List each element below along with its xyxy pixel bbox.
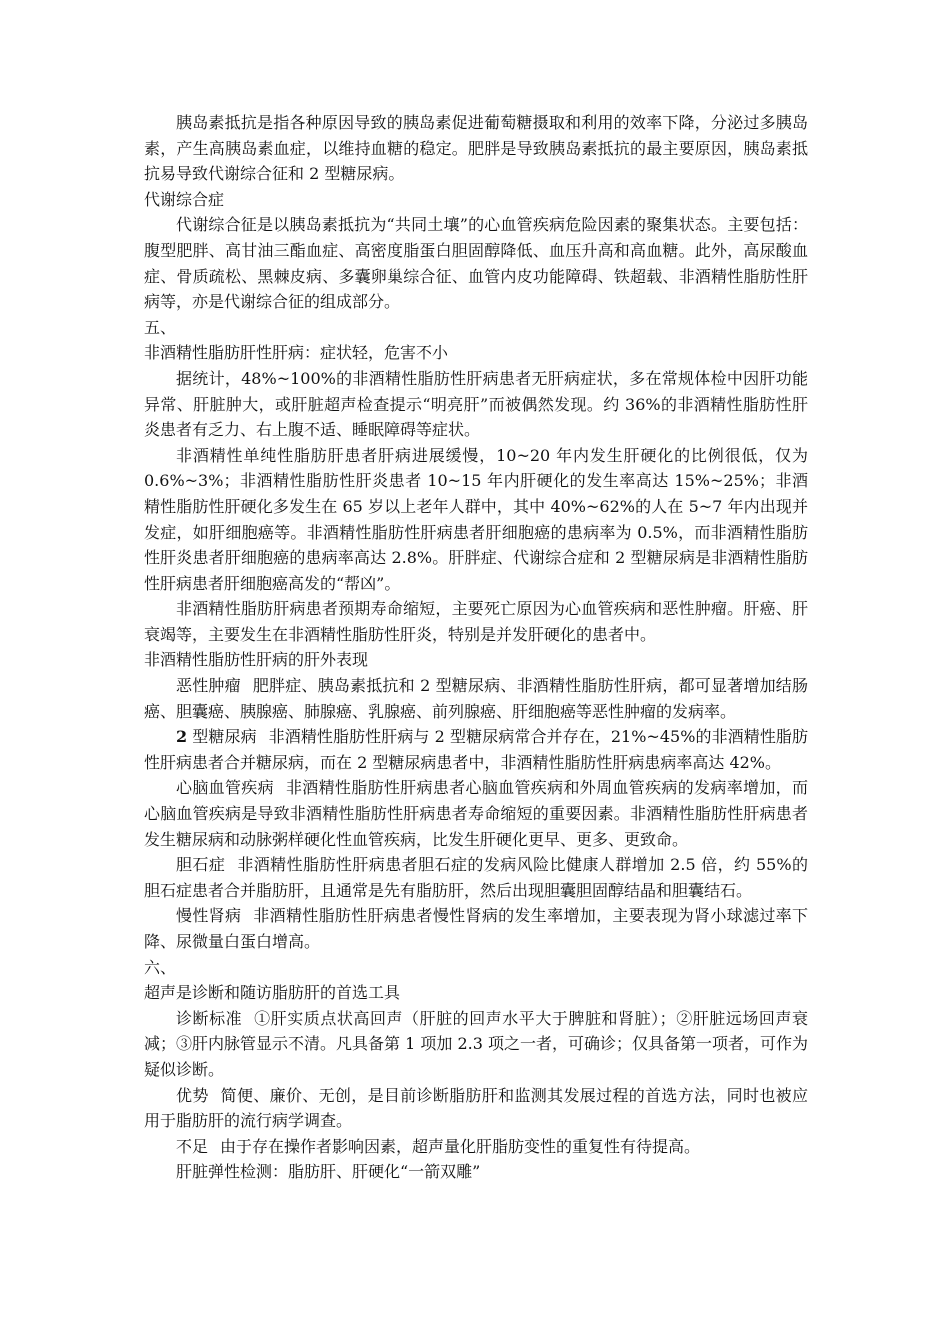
term-malignant-tumor: 恶性肿瘤 [176,676,241,696]
heading-metabolic-syndrome: 代谢综合症 [144,189,225,209]
paragraph-advantages [144,1083,808,1134]
paragraph-insulin-resistance: 胰岛素抵抗是指各种原因导致的胰岛素促进葡萄糖摄取和利用的效率下降，分泌过多胰岛素，产生高胰岛素血症，以维持血糖的稳定。肥胖是导致胰岛素抵抗的最主要原因，胰岛素抵抗易导致代谢综合征和 2 型糖尿病。 [144,113,808,184]
text-gallstone: 非酒精性脂肪性肝病患者胆石症的发病风险比健康人群增加 2.5 倍，约 55%的胆石症患者合并脂肪肝，且通常是先有脂肪肝，然后出现胆囊胆固醇结晶和胆囊结石。 [144,855,808,900]
paragraph-diabetes [144,724,808,775]
paragraph-diagnosis-criteria [144,1006,808,1083]
term-diabetes-number: 2 [176,727,188,747]
term-cardiovascular: 心脑血管疾病 [176,778,274,798]
text-cardiovascular: 非酒精性脂肪性肝病患者心脑血管疾病和外周血管疾病的发病率增加，而心脑血管疾病是导致非酒精性脂肪性肝病患者寿命缩短的重要因素。非酒精性脂肪性肝病患者发生糖尿病和动脉粥样硬化性血管疾病，比发生肝硬化更早、更多、更致命。 [144,778,808,849]
heading-extrahepatic: 非酒精性脂肪性肝病的肝外表现 [144,650,369,670]
term-gallstone: 胆石症 [176,855,226,875]
text-kidney: 非酒精性脂肪性肝病患者慢性肾病的发生率增加，主要表现为肾小球滤过率下降、尿微量白蛋白增高。 [144,906,808,951]
term-diagnosis-criteria: 诊断标准 [176,1008,243,1028]
document-body [144,110,808,1185]
term-diabetes: 型糖尿病 [187,727,257,747]
paragraph-kidney [144,903,808,954]
text-diabetes: 非酒精性脂肪性肝病与 2 型糖尿病常合并存在，21%~45%的非酒精性脂肪性肝病患者合并糖尿病，而在 2 型糖尿病患者中，非酒精性脂肪性肝病患病率高达 42%。 [144,727,808,772]
term-advantages: 优势 [176,1085,209,1105]
text-shortcomings: 由于存在操作者影响因素，超声量化肝脂肪变性的重复性有待提高。 [220,1136,701,1156]
heading-ultrasound: 超声是诊断和随访脂肪肝的首选工具 [144,983,401,1003]
text-advantages: 简便、廉价、无创，是目前诊断脂肪肝和监测其发展过程的首选方法，同时也被应用于脂肪肝的流行病学调查。 [144,1085,808,1131]
paragraph-nafld-symptoms: 据统计，48%~100%的非酒精性脂肪性肝病患者无肝病症状，多在常规体检中因肝功能异常、肝脏肿大，或肝脏超声检查提示“明亮肝”而被偶然发现。约 36%的非酒精性脂肪性肝炎患者有乏力、右上腹不适、睡眠障碍等症状。 [144,368,808,440]
paragraph-cardiovascular [144,775,808,852]
section-number-five: 五、 [144,317,177,337]
paragraph-metabolic-syndrome: 代谢综合征是以胰岛素抵抗为“共同土壤”的心血管疾病危险因素的聚集状态。主要包括：腹型肥胖、高甘油三酯血症、高密度脂蛋白胆固醇降低、血压升高和高血糖。此外，高尿酸血症、骨质疏松、黑棘皮病、多囊卵巢综合征、血管内皮功能障碍、铁超载、非酒精性脂肪性肝病等，亦是代谢综合征的组成部分。 [144,215,808,312]
paragraph-nafld-progression: 非酒精性单纯性脂肪肝患者肝病进展缓慢，10~20 年内发生肝硬化的比例很低，仅为 0.6%~3%；非酒精性脂肪性肝炎患者 10~15 年内肝硬化的发生率高达 15%~25%；非酒精性脂肪性肝硬化多发生在 65 岁以上老年人群中，其中 40%~62%的人在 5~7 年内出现并发症，如肝细胞癌等。非酒精性脂肪性肝病患者肝细胞癌的患病率为 0.5%，而非酒精性脂肪性肝炎患者肝细胞癌的患病率高达 2.8%。肝胖症、代谢综合症和 2 型糖尿病是非酒精性脂肪性肝病患者肝细胞癌高发的“帮凶”。 [144,445,808,593]
paragraph-elastography: 肝脏弹性检测：脂肪肝、肝硬化“一箭双雕” [176,1162,481,1182]
paragraph-malignant-tumor [144,673,808,724]
paragraph-shortcomings [144,1134,808,1160]
term-shortcomings: 不足 [176,1136,209,1156]
section-number-six: 六、 [144,957,177,977]
text-diagnosis-criteria: ①肝实质点状高回声（肝脏的回声水平大于脾脏和肾脏）；②肝脏远场回声衰减；③肝内脉管显示不清。凡具备第 1 项加 2.3 项之一者，可确诊；仅具备第一项者，可作为疑似诊断。 [144,1008,808,1079]
text-malignant-tumor: 肥胖症、胰岛素抵抗和 2 型糖尿病、非酒精性脂肪性肝病，都可显著增加结肠癌、胆囊癌、胰腺癌、肺腺癌、乳腺癌、前列腺癌、肝细胞癌等恶性肿瘤的发病率。 [144,676,808,721]
paragraph-gallstone [144,852,808,903]
term-kidney: 慢性肾病 [176,906,242,926]
paragraph-nafld-prognosis: 非酒精性脂肪肝病患者预期寿命缩短，主要死亡原因为心血管疾病和恶性肿瘤。肝癌、肝衰竭等，主要发生在非酒精性脂肪性肝炎，特别是并发肝硬化的患者中。 [144,599,808,644]
heading-nafld: 非酒精性脂肪肝性肝病：症状轻，危害不小 [144,343,449,363]
